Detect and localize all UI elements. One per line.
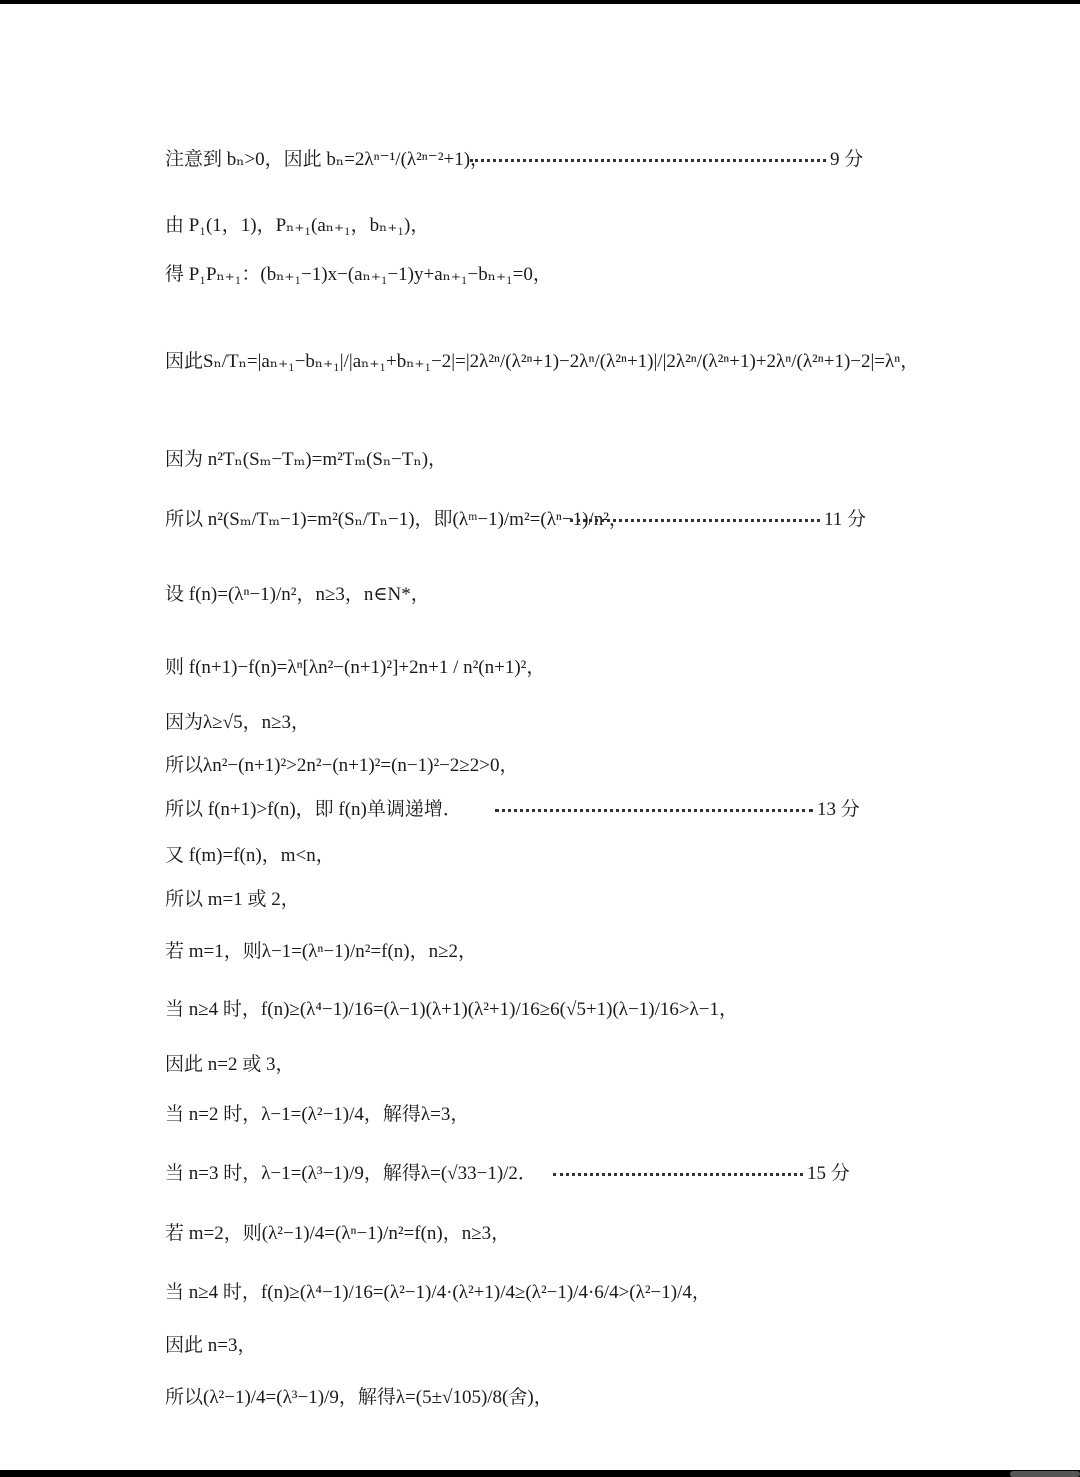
score-marker: 9 分 — [470, 144, 863, 171]
score-marker: 13 分 — [495, 794, 860, 821]
score-marker: 11 分 — [570, 504, 866, 531]
scroll-indicator[interactable] — [1010, 1471, 1080, 1477]
document-page: 注意到 bₙ>0，因此 bₙ=2λⁿ⁻¹/(λ²ⁿ⁻²+1)， 9 分 由 P₁(1，1)，Pₙ₊₁(aₙ₊₁，bₙ₊₁)， 得 P₁Pₙ₊₁：(bₙ₊₁−1)x−(aₙ₊₁−1)y+aₙ₊₁−bₙ₊₁=0， 因此Sₙ/Tₙ=|aₙ₊₁−bₙ₊₁|/|aₙ₊₁+bₙ₊₁−2|=|2λ²ⁿ/(λ²ⁿ+1)−2λⁿ/(λ²ⁿ+1)|/|2λ²ⁿ/(λ²ⁿ+1)+2λⁿ/(λ²ⁿ+1)−2|=λⁿ， 因为 n²Tₙ(Sₘ−Tₘ)=m²Tₘ(Sₙ−Tₙ)， 所以 n²(Sₘ/Tₘ−1)=m²(Sₙ/Tₙ−1)，即(λᵐ−1)/m²=(λⁿ−1)/n²， 11 分 设 f(n)=(λⁿ−1)/n²，n≥3，n∈N*， 则 f(n+1)−f(n)=λⁿ[λn²−(n+1)²]+2n+1 / n²(n+1)²， 因为λ≥√5，n≥3， 所以λn²−(n+1)²>2n²−(n+1)²=(n−1)²−2≥2>0， 所以 f(n+1)>f(n)，即 f(n)单调递增． 13 分 又 f(m)=f(n)，m<n， 所以 m=1 或 2， 若 m=1，则λ−1=(λⁿ−1)/n²=f(n)，n≥2， 当 n≥4 时，f(n)≥(λ⁴−1)/16=(λ−1)(λ+1)(λ²+1)/16≥6(√5+1)(λ−1)/16>λ−1， 因此 n=2 或 3， 当 n=2 时，λ−1=(λ²−1)/4，解得λ=3， 当 n=3 时，λ−1=(λ³−1)/9，解得λ=(√33−1)/2． 15 分 若 m=2，则(λ²−1)/4=(λⁿ−1)/n²=f(n)，n≥3， 当 n≥4 时，f(n)≥(λ⁴−1)/16=(λ²−1)/4·(λ²+1)/4≥(λ²−1)/4·6/4>(λ²−1)/4， 因此 n=3， 所以(λ²−1)/4=(λ³−1)/9，解得λ=(5±√105)/8(舍)， — [0, 4, 1080, 1470]
score-marker: 15 分 — [553, 1158, 850, 1185]
